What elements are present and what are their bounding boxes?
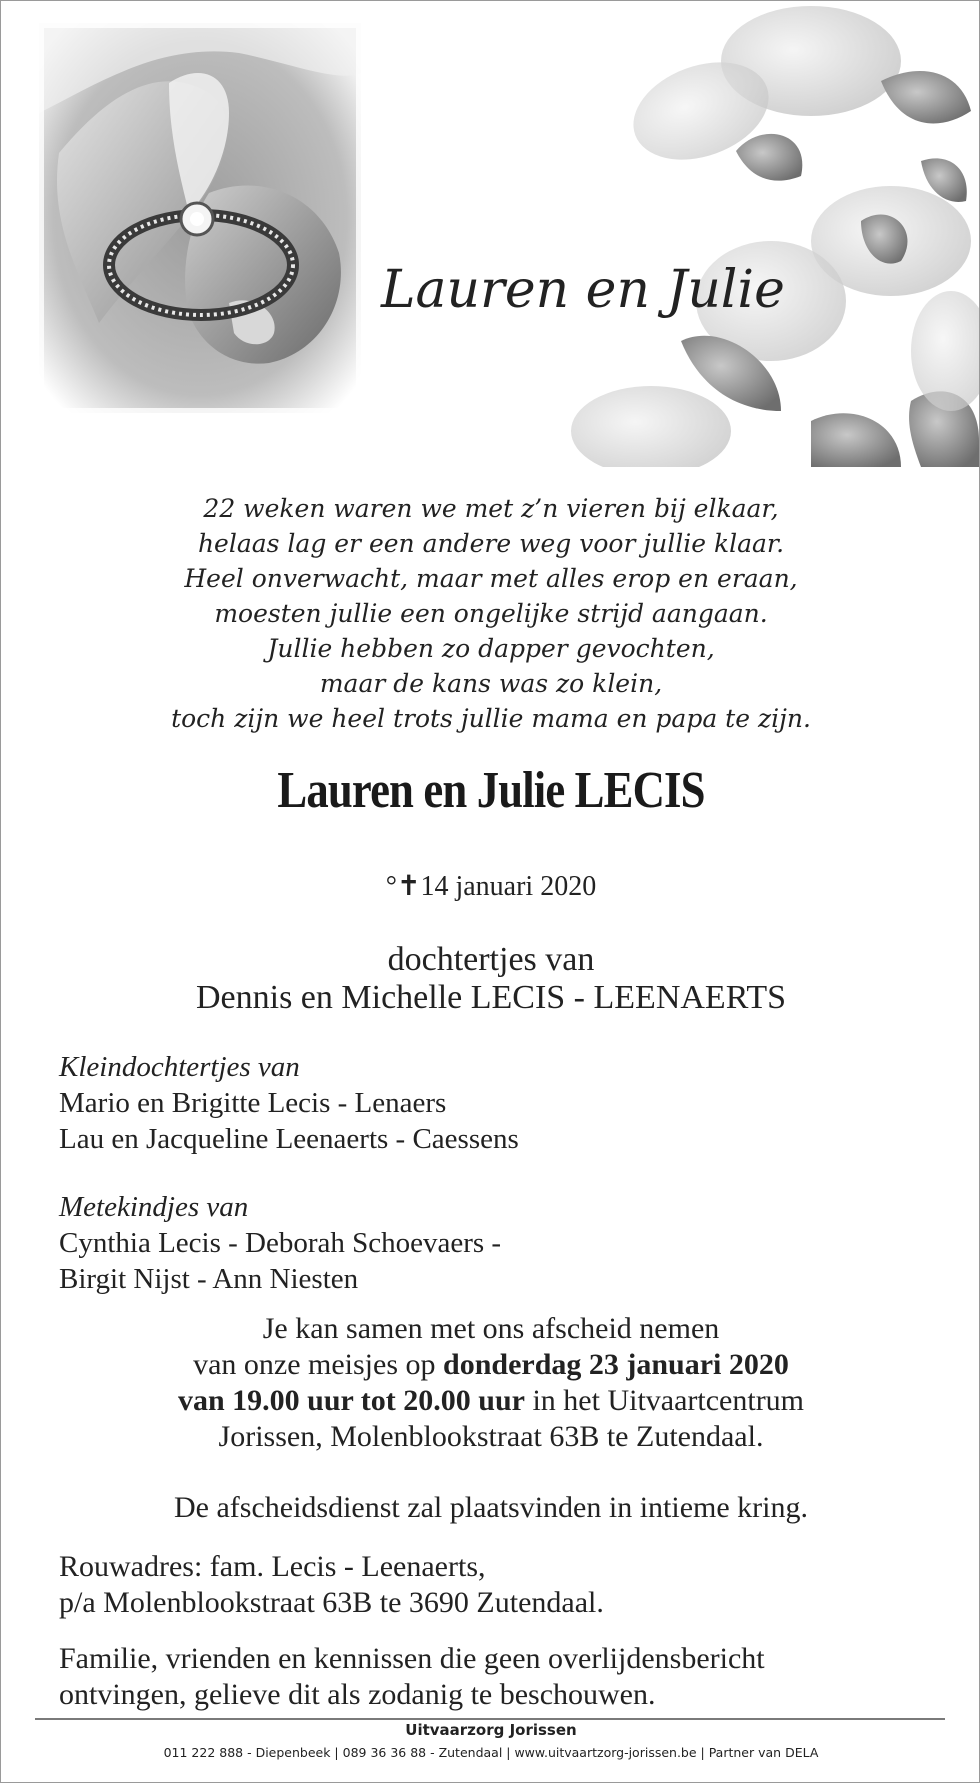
- grandparents-line: Mario en Brigitte Lecis - Lenaers: [59, 1087, 447, 1119]
- notice-line: ontvingen, gelieve dit als zodanig te beschouwen.: [59, 1678, 656, 1711]
- poem-line: Jullie hebben zo dapper gevochten,: [267, 634, 715, 663]
- farewell-line: [41, 1383, 941, 1419]
- footer-contact: 011 222 888 - Diepenbeek | 089 36 36 88 - Zutendaal | www.uitvaartzorg-jorissen.be | Partner van DELA: [163, 1745, 819, 1760]
- rose-petals-decoration: [561, 1, 979, 467]
- grandparents-label: Kleindochtertjes van: [59, 1051, 300, 1083]
- poem-line: maar de kans was zo klein,: [319, 669, 663, 698]
- farewell-line: Je kan samen met ons afscheid nemen: [262, 1312, 720, 1345]
- poem: [61, 491, 921, 736]
- godparents-line: Birgit Nijst - Ann Niesten: [59, 1263, 359, 1295]
- poem-line: moesten jullie een ongelijke strijd aangaan.: [214, 599, 768, 628]
- farewell-line: [41, 1347, 941, 1383]
- farewell-line: Jorissen, Molenblookstraat 63B te Zutendaal.: [218, 1420, 764, 1453]
- script-title-text: Lauren en Julie: [381, 260, 785, 320]
- parents-intro: dochtertjes van: [387, 941, 595, 978]
- parents-block: [41, 941, 941, 1017]
- parents-names: Dennis en Michelle LECIS - LEENAERTS: [195, 979, 787, 1016]
- grandparents-line: Lau en Jacqueline Leenaerts - Caessens: [59, 1123, 519, 1155]
- address-line: Rouwadres: fam. Lecis - Leenaerts,: [59, 1550, 486, 1583]
- notice-block: [59, 1641, 939, 1713]
- farewell-time: van 19.00 uur tot 20.00 uur: [177, 1384, 525, 1417]
- footer-company: Uitvaarzorg Jorissen: [405, 1721, 577, 1739]
- address-block: [59, 1549, 939, 1621]
- farewell-text: van onze meisjes op: [193, 1348, 444, 1381]
- ring-hands-photo: [39, 23, 361, 413]
- birth-death-date: °✝14 januari 2020: [385, 871, 597, 902]
- service-note: De afscheidsdienst zal plaatsvinden in intieme kring.: [174, 1491, 808, 1524]
- poem-line: toch zijn we heel trots jullie mama en papa te zijn.: [171, 704, 811, 733]
- script-title: [371, 249, 791, 329]
- footer-divider: [35, 1718, 945, 1720]
- poem-line: Heel onverwacht, maar met alles erop en eraan,: [184, 564, 798, 593]
- deceased-name: Lauren en Julie LECIS: [277, 762, 705, 819]
- poem-line: 22 weken waren we met z’n vieren bij elkaar,: [203, 494, 779, 523]
- farewell-text: in het Uitvaartcentrum: [524, 1384, 805, 1417]
- notice-line: Familie, vrienden en kennissen die geen overlijdensbericht: [59, 1642, 765, 1675]
- godparents-label: Metekindjes van: [59, 1191, 249, 1223]
- grandparents-block: [59, 1049, 939, 1157]
- godparents-line: Cynthia Lecis - Deborah Schoevaers -: [59, 1227, 502, 1259]
- poem-line: helaas lag er een andere weg voor jullie klaar.: [197, 529, 785, 558]
- address-line: p/a Molenblookstraat 63B te 3690 Zutendaal.: [59, 1586, 604, 1619]
- farewell-date: donderdag 23 januari 2020: [443, 1348, 789, 1381]
- godparents-block: [59, 1189, 939, 1297]
- farewell-block: [41, 1311, 941, 1455]
